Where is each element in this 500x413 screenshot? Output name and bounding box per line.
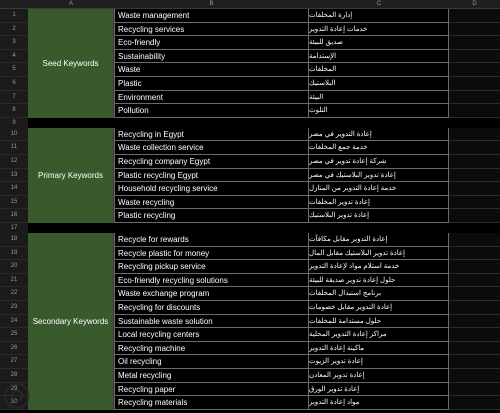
cell-arabic-keyword[interactable]: إعادة تدوير البلاستيك مقابل المال bbox=[309, 247, 449, 261]
cell-empty[interactable] bbox=[449, 274, 500, 288]
row-number[interactable]: 18 bbox=[0, 233, 28, 247]
row-number[interactable]: 12 bbox=[0, 155, 28, 169]
cell-arabic-keyword[interactable]: مراكز إعادة التدوير المحلية bbox=[309, 328, 449, 342]
row-number[interactable]: 1 bbox=[0, 9, 28, 23]
cell-empty[interactable] bbox=[449, 287, 500, 301]
cell-english-keyword[interactable]: Recycle for rewards bbox=[114, 233, 309, 247]
cell-arabic-keyword[interactable]: إعادة تدوير المخلفات bbox=[309, 196, 449, 210]
cell-english-keyword[interactable]: Household recycling service bbox=[114, 182, 309, 196]
cell-empty[interactable] bbox=[449, 182, 500, 196]
row-number[interactable]: 6 bbox=[0, 77, 28, 91]
row-number[interactable]: 16 bbox=[0, 209, 28, 223]
cell-keyword-category[interactable]: Primary Keywords bbox=[28, 128, 114, 223]
cell-empty[interactable] bbox=[449, 328, 500, 342]
cell-arabic-keyword[interactable]: ماكينة إعادة التدوير bbox=[309, 342, 449, 356]
row-number[interactable]: 22 bbox=[0, 287, 28, 301]
column-header-a[interactable]: A bbox=[68, 1, 73, 7]
cell-empty[interactable] bbox=[449, 396, 500, 410]
cell-english-keyword[interactable]: Plastic recycling bbox=[114, 209, 309, 223]
cell-arabic-keyword[interactable]: إعادة تدوير الزيوت bbox=[309, 355, 449, 369]
cell-arabic-keyword[interactable]: المخلفات bbox=[309, 63, 449, 77]
cell-english-keyword[interactable]: Recycling pickup service bbox=[114, 260, 309, 274]
cell-english-keyword[interactable]: Metal recycling bbox=[114, 369, 309, 383]
row-number[interactable]: 26 bbox=[0, 342, 28, 356]
cell-english-keyword[interactable]: Oil recycling bbox=[114, 355, 309, 369]
cell-empty[interactable] bbox=[449, 104, 500, 118]
row-number[interactable]: 9 bbox=[0, 118, 28, 128]
cell-english-keyword[interactable]: Environment bbox=[114, 91, 309, 105]
separator-row bbox=[0, 118, 500, 128]
cell-english-keyword[interactable]: Sustainable waste solution bbox=[114, 315, 309, 329]
cell-empty[interactable] bbox=[449, 91, 500, 105]
cell-empty[interactable] bbox=[449, 50, 500, 64]
row-number[interactable]: 27 bbox=[0, 355, 28, 369]
cell-empty[interactable] bbox=[449, 315, 500, 329]
cell-english-keyword[interactable]: Waste bbox=[114, 63, 309, 77]
cell-arabic-keyword[interactable]: صديق للبيئة bbox=[309, 36, 449, 50]
row-number[interactable]: 8 bbox=[0, 104, 28, 118]
cell-arabic-keyword[interactable]: خدمة إعادة التدوير من المنازل bbox=[309, 182, 449, 196]
cell-arabic-keyword[interactable]: إعادة التدوير مقابل خصومات bbox=[309, 301, 449, 315]
row-number[interactable]: 25 bbox=[0, 328, 28, 342]
row-number[interactable]: 15 bbox=[0, 196, 28, 210]
row-number[interactable]: 2 bbox=[0, 23, 28, 37]
row-number[interactable]: 21 bbox=[0, 274, 28, 288]
row-number[interactable]: 30 bbox=[0, 396, 28, 410]
cell-arabic-keyword[interactable]: خدمة جمع المخلفات bbox=[309, 141, 449, 155]
cell-empty[interactable] bbox=[449, 141, 500, 155]
cell-arabic-keyword[interactable]: التلوث bbox=[309, 104, 449, 118]
watermark-logo-icon bbox=[4, 383, 30, 409]
row-number[interactable]: 5 bbox=[0, 63, 28, 77]
row-number[interactable]: 14 bbox=[0, 182, 28, 196]
cell-arabic-keyword[interactable]: إعادة تدوير البلاستيك في مصر bbox=[309, 169, 449, 183]
separator-row bbox=[0, 223, 500, 233]
row-number[interactable]: 19 bbox=[0, 247, 28, 261]
row-number[interactable]: 23 bbox=[0, 301, 28, 315]
row-number[interactable]: 29 bbox=[0, 383, 28, 397]
cell-empty[interactable] bbox=[449, 355, 500, 369]
cell-empty[interactable] bbox=[449, 63, 500, 77]
cell-arabic-keyword[interactable]: البيئة bbox=[309, 91, 449, 105]
cell-arabic-keyword[interactable]: خدمات إعادة التدوير bbox=[309, 23, 449, 37]
cell-english-keyword[interactable]: Recycling services bbox=[114, 23, 309, 37]
cell-arabic-keyword[interactable]: إعادة تدوير البلاستيك bbox=[309, 209, 449, 223]
cell-empty[interactable] bbox=[449, 169, 500, 183]
cell-english-keyword[interactable]: Recycling materials bbox=[114, 396, 309, 410]
row-number[interactable]: 13 bbox=[0, 169, 28, 183]
cell-arabic-keyword[interactable]: خدمة استلام مواد لإعادة التدوير bbox=[309, 260, 449, 274]
cell-english-keyword[interactable]: Plastic recycling Egypt bbox=[114, 169, 309, 183]
cell-empty[interactable] bbox=[449, 23, 500, 37]
cell-english-keyword[interactable]: Waste collection service bbox=[114, 141, 309, 155]
cell-keyword-category[interactable]: Seed Keywords bbox=[28, 9, 114, 118]
cell-empty[interactable] bbox=[449, 301, 500, 315]
row-number[interactable]: 11 bbox=[0, 141, 28, 155]
cell-english-keyword[interactable]: Waste management bbox=[114, 9, 309, 23]
cell-keyword-category[interactable]: Secondary Keywords bbox=[28, 233, 114, 410]
cell-arabic-keyword[interactable]: برنامج استبدال المخلفات bbox=[309, 287, 449, 301]
row-number[interactable]: 3 bbox=[0, 36, 28, 50]
cell-empty[interactable] bbox=[449, 36, 500, 50]
cell-empty[interactable] bbox=[449, 209, 500, 223]
cell-english-keyword[interactable]: Recycling company Egypt bbox=[114, 155, 309, 169]
cell-english-keyword[interactable]: Local recycling centers bbox=[114, 328, 309, 342]
cell-english-keyword[interactable]: Recycling paper bbox=[114, 383, 309, 397]
column-header-bar bbox=[0, 0, 500, 9]
cell-empty[interactable] bbox=[449, 260, 500, 274]
row-number[interactable]: 17 bbox=[0, 223, 28, 233]
cell-arabic-keyword[interactable]: شركة إعادة تدوير في مصر bbox=[309, 155, 449, 169]
cell-english-keyword[interactable]: Waste recycling bbox=[114, 196, 309, 210]
cell-arabic-keyword[interactable]: إعادة التدوير مقابل مكافآت bbox=[309, 233, 449, 247]
cell-empty[interactable] bbox=[449, 233, 500, 247]
cell-empty[interactable] bbox=[449, 196, 500, 210]
row-number[interactable]: 4 bbox=[0, 50, 28, 64]
cell-empty[interactable] bbox=[449, 77, 500, 91]
cell-empty[interactable] bbox=[449, 9, 500, 23]
cell-english-keyword[interactable]: Plastic bbox=[114, 77, 309, 91]
row-number[interactable]: 24 bbox=[0, 315, 28, 329]
cell-english-keyword[interactable]: Pollution bbox=[114, 104, 309, 118]
cell-english-keyword[interactable]: Eco-friendly bbox=[114, 36, 309, 50]
row-number[interactable]: 20 bbox=[0, 260, 28, 274]
cell-english-keyword[interactable]: Sustainability bbox=[114, 50, 309, 64]
cell-arabic-keyword[interactable]: إدارة المخلفات bbox=[309, 9, 449, 23]
cell-arabic-keyword[interactable]: البلاستيك bbox=[309, 77, 449, 91]
cell-arabic-keyword[interactable]: حلول إعادة تدوير صديقة للبيئة bbox=[309, 274, 449, 288]
cell-english-keyword[interactable]: Waste exchange program bbox=[114, 287, 309, 301]
cell-empty[interactable] bbox=[449, 369, 500, 383]
cell-arabic-keyword[interactable]: مواد إعادة التدوير bbox=[309, 396, 449, 410]
cell-english-keyword[interactable]: Eco-friendly recycling solutions bbox=[114, 274, 309, 288]
cell-arabic-keyword[interactable]: حلول مستدامة للمخلفات bbox=[309, 315, 449, 329]
cell-arabic-keyword[interactable]: إعادة التدوير في مصر bbox=[309, 128, 449, 142]
column-header-b[interactable]: B bbox=[209, 1, 214, 7]
cell-english-keyword[interactable]: Recycling in Egypt bbox=[114, 128, 309, 142]
cell-english-keyword[interactable]: Recycle plastic for money bbox=[114, 247, 309, 261]
cell-empty[interactable] bbox=[449, 342, 500, 356]
column-header-d[interactable]: D bbox=[472, 1, 477, 7]
cell-empty[interactable] bbox=[449, 383, 500, 397]
cell-arabic-keyword[interactable]: الإستدامة bbox=[309, 50, 449, 64]
cell-english-keyword[interactable]: Recycling machine bbox=[114, 342, 309, 356]
row-number[interactable]: 7 bbox=[0, 91, 28, 105]
cell-empty[interactable] bbox=[449, 247, 500, 261]
cell-empty[interactable] bbox=[449, 128, 500, 142]
row-number[interactable]: 28 bbox=[0, 369, 28, 383]
row-number[interactable]: 10 bbox=[0, 128, 28, 142]
cell-empty[interactable] bbox=[449, 155, 500, 169]
cell-arabic-keyword[interactable]: إعادة تدوير المعادن bbox=[309, 369, 449, 383]
cell-arabic-keyword[interactable]: إعادة تدوير الورق bbox=[309, 383, 449, 397]
column-header-c[interactable]: C bbox=[376, 1, 382, 7]
cell-english-keyword[interactable]: Recycling for discounts bbox=[114, 301, 309, 315]
